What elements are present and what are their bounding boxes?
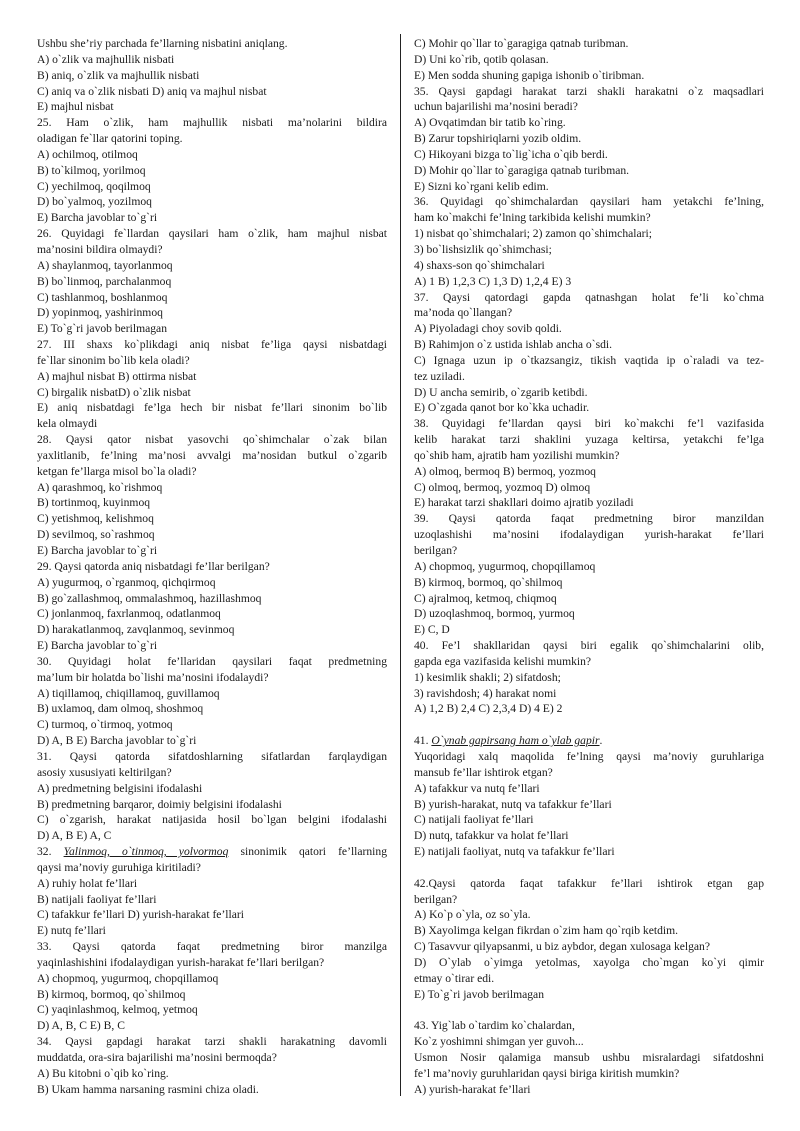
text-line [414, 781, 764, 797]
line-text: B) tortinmoq, kuyinmoq [37, 496, 151, 510]
line-text: B) aniq, o`zlik va majhullik nisbati [37, 68, 200, 82]
line-text: 39. Qaysi qatorda faqat predmetning biror manzildan [414, 512, 764, 526]
text-line [37, 892, 387, 908]
line-text: etmay o`tirar edi. [414, 971, 495, 985]
text-line [414, 812, 764, 828]
line-text: E) C, D [414, 623, 450, 637]
text-line [414, 353, 764, 369]
text-line [414, 670, 764, 686]
text-line [37, 416, 387, 432]
text-line [37, 1018, 387, 1034]
text-line [37, 812, 387, 828]
line-text: ma’nosini bildira olmaydi? [37, 242, 163, 256]
text-line [37, 305, 387, 321]
text-line [37, 797, 387, 813]
text-line [414, 163, 764, 179]
text-line [37, 84, 387, 100]
text-line [414, 480, 764, 496]
line-text: C) tafakkur fe’llari D) yurish-harakat fe’llari [37, 908, 244, 922]
underlined-phrase: Yalinmoq, o`tinmoq, yolvormoq [63, 845, 229, 859]
right-column [414, 36, 764, 1098]
line-text: A) 1 B) 1,2,3 C) 1,3 D) 1,2,4 E) 3 [414, 274, 572, 288]
line-text: 26. Quyidagi fe`llardan qaysilari ham o`zlik, ham majhul nisbat [37, 227, 387, 241]
text-line [37, 575, 387, 591]
line-text: C) Ignaga uzun ip o`tkazsangiz, tikish vaqtida ip o`raladi va tez- [414, 353, 764, 367]
line-text: 3) ravishdosh; 4) harakat nomi [414, 686, 557, 700]
line-text: E) To`g`ri javob berilmagan [414, 987, 545, 1001]
line-text: C) ajralmoq, ketmoq, chiqmoq [414, 591, 557, 605]
line-text: 29. Qaysi qatorda aniq nisbatdagi fe’llar berilgan? [37, 559, 270, 573]
text-line [414, 511, 764, 527]
line-text: fe’l ma’noviy guruhlaridan qaysi biriga kiritish mumkin? [414, 1066, 680, 1080]
line-text: 31. Qaysi qatorda sifatdoshlarning sifatlardan farqlaydigan [37, 749, 387, 763]
text-line [37, 274, 387, 290]
line-text: qo`shib ham, ajratib ham yozilishi mumkin? [414, 448, 620, 462]
line-text: E) harakat tarzi shakllari doimo ajratib yoziladi [414, 496, 634, 510]
line-text: E) To`g`ri javob berilmagan [37, 322, 168, 336]
line-text: 33. Qaysi qatorda faqat predmetning biror manzilga [37, 940, 387, 954]
text-line [414, 638, 764, 654]
line-text: C) natijali faoliyat fe’llari [414, 813, 534, 827]
text-line [37, 242, 387, 258]
text-line [414, 464, 764, 480]
line-text: B) uxlamoq, dam olmoq, shoshmoq [37, 702, 204, 716]
text-line [37, 400, 387, 416]
line-text: tez uziladi. [414, 369, 465, 383]
line-text: Ushbu she’riy parchada fe’llarning nisbatini aniqlang. [37, 37, 288, 50]
text-line [414, 99, 764, 115]
line-text: B) predmetning barqaror, doimiy belgisini ifodalashi [37, 797, 282, 811]
line-text: berilgan? [414, 892, 458, 906]
text-line [414, 559, 764, 575]
line-text: 32. [37, 845, 64, 859]
text-line [414, 1050, 764, 1066]
line-text: C) Hikoyani bizga to`lig`icha o`qib berdi. [414, 147, 608, 161]
text-line [414, 844, 764, 860]
text-line [414, 194, 764, 210]
line-text: 35. Qaysi gapdagi harakat tarzi shakli harakatni o`z maqsadlari [414, 84, 764, 98]
text-line [37, 606, 387, 622]
text-line [414, 606, 764, 622]
line-text: B) Rahimjon o`z ustida ishlab ancha o`sdi. [414, 338, 613, 352]
line-text: A) predmetning belgisini ifodalashi [37, 781, 203, 795]
text-line [37, 353, 387, 369]
line-text: B) natijali faoliyat fe’llari [37, 892, 157, 906]
text-line [414, 210, 764, 226]
line-text: A) chopmoq, yugurmoq, chopqillamoq [37, 971, 219, 985]
line-text: yaqinlashishini ifodalaydigan yurish-harakat fe’llari berilgan? [37, 955, 325, 969]
text-line [414, 575, 764, 591]
blank-line [414, 860, 764, 876]
text-line [37, 52, 387, 68]
line-text: 30. Quyidagi holat fe’llaridan qaysilari faqat predmetning [37, 654, 387, 668]
text-line [414, 290, 764, 306]
line-text: fe`llar sinonim bo`lib kela oladi? [37, 353, 190, 367]
text-line [37, 971, 387, 987]
text-line [414, 971, 764, 987]
text-line [37, 1034, 387, 1050]
text-line [37, 828, 387, 844]
text-line [37, 226, 387, 242]
line-text: B) Zarur topshiriqlarni yozib oldim. [414, 132, 582, 146]
text-line [37, 670, 387, 686]
line-text: E) majhul nisbat [37, 100, 114, 114]
text-line [414, 622, 764, 638]
line-text: C) Tasavvur qilyapsanmi, u biz aybdor, degan xulosaga kelgan? [414, 940, 711, 954]
line-text: B) kirmoq, bormoq, qo`shilmoq [414, 575, 563, 589]
text-line [37, 781, 387, 797]
line-text: B) bo`linmoq, parchalanmoq [37, 274, 172, 288]
line-text: D) uzoqlashmoq, bormoq, yurmoq [414, 607, 575, 621]
line-text: kela olmaydi [37, 417, 98, 431]
line-text: A) tiqillamoq, chiqillamoq, guvillamoq [37, 686, 220, 700]
line-text: D) A, B E) Barcha javoblar to`g`ri [37, 734, 197, 748]
text-line [414, 733, 764, 749]
line-text: ma’lum bir holatda bo`lishi ma’nosini ifodalaydi? [37, 670, 269, 684]
text-line [414, 907, 764, 923]
blank-line [414, 717, 764, 733]
text-line [414, 654, 764, 670]
text-line [414, 274, 764, 290]
text-line [37, 511, 387, 527]
text-line [414, 258, 764, 274]
line-text: C) aniq va o`zlik nisbati D) aniq va majhul nisbat [37, 84, 267, 98]
text-line [414, 797, 764, 813]
text-line [414, 400, 764, 416]
line-text: C) olmoq, bermoq, yozmoq D) olmoq [414, 480, 591, 494]
text-line [37, 876, 387, 892]
text-line [37, 638, 387, 654]
line-text: yaxlitlanib, fe’lning ma’nosi avvalgi ma’nosidan butkul o`zgarib [37, 448, 387, 462]
line-text: C) o`zgarish, harakat natijasida hosil bo`lgan belgini ifodalashi [37, 813, 387, 827]
text-line [414, 369, 764, 385]
line-text: B) yurish-harakat, nutq va tafakkur fe’llari [414, 797, 612, 811]
line-text: B) Ukam hamma narsaning rasmini chiza oladi. [37, 1082, 259, 1096]
text-line [414, 955, 764, 971]
line-text: uchun bajarilishi ma’nosini beradi? [414, 100, 578, 114]
line-text: 25. Ham o`zlik, ham majhullik nisbati ma’nolarini bildira [37, 116, 387, 130]
text-line [414, 36, 764, 52]
text-line [37, 495, 387, 511]
line-text: D) Uni ko`rib, qotib qolasan. [414, 52, 549, 66]
line-text: C) jonlanmoq, faxrlanmoq, odatlanmoq [37, 607, 221, 621]
line-text: A) Ovqatimdan bir tatib ko`ring. [414, 116, 566, 130]
line-text: A) yurish-harakat fe’llari [414, 1082, 531, 1096]
line-text: C) tashlanmoq, boshlanmoq [37, 290, 168, 304]
text-line [414, 939, 764, 955]
text-line [414, 495, 764, 511]
line-text: A) Ko`p o`yla, oz so`yla. [414, 908, 531, 922]
text-line [37, 955, 387, 971]
text-line [414, 1034, 764, 1050]
line-text: D) Mohir qo`llar to`garagiga qatnab turibman. [414, 163, 630, 177]
text-line [37, 115, 387, 131]
line-text: A) tafakkur va nutq fe’llari [414, 781, 540, 795]
text-line [414, 591, 764, 607]
text-line [414, 749, 764, 765]
text-line [414, 543, 764, 559]
text-line [37, 337, 387, 353]
line-text: D) bo`yalmoq, yozilmoq [37, 195, 152, 209]
line-text: A) olmoq, bermoq B) bermoq, yozmoq [414, 464, 596, 478]
text-line [37, 36, 387, 52]
text-line [414, 1082, 764, 1098]
line-text: D) O`ylab o`yimga yetolmas, xayolga cho`mgan ko`yi qimir [414, 955, 764, 969]
text-line [414, 321, 764, 337]
line-text: A) Piyoladagi choy sovib qoldi. [414, 322, 562, 336]
line-text: B) go`zallashmoq, ommalashmoq, hazillashmoq [37, 591, 262, 605]
text-line [414, 1066, 764, 1082]
text-line [37, 432, 387, 448]
line-text: C) birgalik nisbatD) o`zlik nisbat [37, 385, 191, 399]
line-text: 1) nisbat qo`shimchalari; 2) zamon qo`shimchalari; [414, 227, 652, 241]
text-line [414, 876, 764, 892]
line-text: A) 1,2 B) 2,4 C) 2,3,4 D) 4 E) 2 [414, 702, 563, 716]
text-line [414, 385, 764, 401]
line-text: 37. Qaysi qatordagi gapda qatnashgan holat fe’li ko`chma [414, 290, 764, 304]
text-line [414, 432, 764, 448]
text-line [37, 622, 387, 638]
text-line [37, 480, 387, 496]
line-text: E) aniq nisbatdagi fe’lga hech bir nisbat fe’llari sinonim bo`lib [37, 401, 387, 415]
text-line [37, 68, 387, 84]
line-text: 36. Quyidagi qo`shimchalardan qaysilari ham yetakchi fe’lning, [414, 195, 764, 209]
line-text: 42.Qaysi qatorda faqat tafakkur fe’llari ishtirok etgan gap [414, 876, 764, 890]
text-line [37, 290, 387, 306]
line-text: A) ochilmoq, otilmoq [37, 147, 138, 161]
text-line [37, 385, 387, 401]
left-column [37, 36, 387, 1098]
text-line [37, 765, 387, 781]
text-line [37, 321, 387, 337]
text-line [414, 131, 764, 147]
text-line [37, 1082, 387, 1098]
text-line [37, 99, 387, 115]
text-line [414, 52, 764, 68]
text-line [414, 448, 764, 464]
text-line [37, 844, 387, 860]
text-line [414, 115, 764, 131]
text-line [37, 733, 387, 749]
text-line [37, 654, 387, 670]
text-line [414, 828, 764, 844]
line-text: E) Men sodda shuning gapiga ishonib o`tiribman. [414, 68, 645, 82]
underlined-phrase: O`ynab gapirsang ham o`ylab gapir [431, 734, 600, 748]
line-text: 41. [414, 734, 432, 748]
line-text: E) Barcha javoblar to`g`ri [37, 544, 158, 557]
line-text: 38. Quyidagi fe’llardan qaysi biri ko`makchi fe’l vazifasida [414, 417, 764, 431]
text-line [414, 84, 764, 100]
line-text: A) qarashmoq, ko`rishmoq [37, 480, 163, 494]
text-line [414, 987, 764, 1003]
blank-line [414, 1002, 764, 1018]
line-text: gapda ega vazifasida kelishi mumkin? [414, 654, 592, 668]
line-text: Usmon Nosir qalamiga mansub ushbu misralardagi sifatdoshni [414, 1051, 764, 1064]
line-text: A) majhul nisbat B) ottirma nisbat [37, 369, 197, 383]
line-text: mansub fe’llar ishtirok etgan? [414, 765, 553, 779]
line-text: C) yetishmoq, kelishmoq [37, 512, 154, 526]
text-line [37, 1050, 387, 1066]
text-line [414, 305, 764, 321]
line-text: C) yechilmoq, qoqilmoq [37, 179, 151, 193]
line-text: ketgan fe’llarga misol bo`la oladi? [37, 464, 197, 478]
line-text-rest: sinonimik qatori fe’llarning [228, 845, 387, 859]
text-line [414, 337, 764, 353]
text-line [37, 543, 387, 559]
line-text: D) nutq, tafakkur va holat fe’llari [414, 829, 569, 843]
line-text: E) Barcha javoblar to`g`ri [37, 639, 158, 653]
line-text: D) A, B E) A, C [37, 829, 112, 843]
line-text: D) yopinmoq, yashirinmoq [37, 306, 163, 320]
line-text: uzoqlashishi ma’nosini ifodalaydigan yurish-harakat fe’llari [414, 528, 764, 542]
text-line [37, 923, 387, 939]
text-line [37, 163, 387, 179]
line-text: qaysi ma’noviy guruhiga kiritiladi? [37, 860, 201, 874]
line-text: 1) kesimlik shakli; 2) sifatdosh; [414, 670, 561, 684]
line-text: Yuqoridagi xalq maqolida fe’lning qaysi ma’noviy guruhlariga [414, 749, 764, 763]
line-text: E) nutq fe’llari [37, 924, 106, 938]
line-text: D) harakatlanmoq, zavqlanmoq, sevinmoq [37, 623, 235, 637]
text-line [37, 527, 387, 543]
text-line [37, 258, 387, 274]
text-line [37, 179, 387, 195]
text-line [414, 147, 764, 163]
line-text: D) U ancha semirib, o`zgarib ketibdi. [414, 385, 588, 399]
line-text: C) yaqinlashmoq, kelmoq, yetmoq [37, 1003, 198, 1017]
line-text: berilgan? [414, 544, 458, 557]
line-text: ham ko`makchi fe’lning tarkibida kelishi mumkin? [414, 211, 651, 225]
line-text: C) turmoq, o`tirmoq, yotmoq [37, 718, 173, 732]
line-text: muddatda, ora-sira bajarilishi ma’nosini bermoqda? [37, 1051, 277, 1064]
text-line [414, 242, 764, 258]
text-line [37, 591, 387, 607]
line-text: A) yugurmoq, o`rganmoq, qichqirmoq [37, 575, 216, 589]
line-text: 3) bo`lishsizlik qo`shimchasi; [414, 242, 552, 256]
text-line [37, 939, 387, 955]
text-line [37, 559, 387, 575]
line-text: A) chopmoq, yugurmoq, chopqillamoq [414, 559, 596, 573]
text-line [37, 987, 387, 1003]
text-line [37, 1066, 387, 1082]
line-text: A) shaylanmoq, tayorlanmoq [37, 258, 173, 272]
text-line [414, 527, 764, 543]
line-text: B) kirmoq, bormoq, qo`shilmoq [37, 987, 186, 1001]
text-line [414, 686, 764, 702]
text-line [414, 892, 764, 908]
line-text: D) sevilmoq, so`rashmoq [37, 528, 155, 542]
text-line [414, 765, 764, 781]
text-line [37, 686, 387, 702]
line-text: 40. Fe’l shakllaridan qaysi biri egalik qo`shimchalarini olib, [414, 639, 764, 653]
text-line [37, 701, 387, 717]
line-text-rest: . [599, 734, 603, 748]
text-line [37, 464, 387, 480]
text-line [414, 416, 764, 432]
text-line [37, 907, 387, 923]
line-text: B) to`kilmoq, yorilmoq [37, 163, 146, 177]
line-text: asosiy xususiyati keltirilgan? [37, 765, 172, 779]
line-text: D) A, B, C E) B, C [37, 1019, 125, 1033]
text-line [37, 210, 387, 226]
text-line [37, 131, 387, 147]
line-text: A) ruhiy holat fe’llari [37, 876, 138, 890]
line-text: ma’noda qo`llangan? [414, 306, 513, 320]
text-line [414, 68, 764, 84]
text-line [414, 1018, 764, 1034]
line-text: Ko`z yoshimni shimgan yer guvoh... [414, 1035, 584, 1049]
text-line [37, 448, 387, 464]
text-line [37, 860, 387, 876]
text-line [414, 226, 764, 242]
line-text: B) Xayolimga kelgan fikrdan o`zim ham qo`rqib ketdim. [414, 924, 679, 938]
line-text: E) Barcha javoblar to`g`ri [37, 211, 158, 225]
text-line [414, 923, 764, 939]
line-text: C) Mohir qo`llar to`garagiga qatnab turibman. [414, 37, 629, 50]
text-line [37, 1002, 387, 1018]
text-line [37, 147, 387, 163]
line-text: 43. Yig`lab o`tardim ko`chalardan, [414, 1019, 575, 1033]
text-line [414, 701, 764, 717]
line-text: kelib harakat tarzi shaklini yuzaga keltirsa, yetakchi fe’lga [414, 433, 764, 447]
line-text: E) Sizni ko`rgani kelib edim. [414, 179, 549, 193]
text-line [37, 749, 387, 765]
text-line [37, 194, 387, 210]
column-divider [400, 34, 401, 1096]
line-text: A) Bu kitobni o`qib ko`ring. [37, 1066, 169, 1080]
line-text: E) natijali faoliyat, nutq va tafakkur fe’llari [414, 845, 615, 859]
text-line [37, 717, 387, 733]
text-line [414, 179, 764, 195]
line-text: A) o`zlik va majhullik nisbati [37, 52, 175, 66]
line-text: 28. Qaysi qator nisbat yasovchi qo`shimchalar o`zak bilan [37, 433, 387, 447]
line-text: 4) shaxs-son qo`shimchalari [414, 258, 545, 272]
line-text: E) O`zgada qanot bor ko`kka uchadir. [414, 401, 590, 415]
line-text: 34. Qaysi gapdagi harakat tarzi shakli harakatning davomli [37, 1035, 387, 1049]
line-text: 27. III shaxs ko`plikdagi aniq nisbat fe’liga qaysi nisbatdagi [37, 338, 387, 352]
text-line [37, 369, 387, 385]
line-text: oladigan fe`llar qatorini toping. [37, 132, 183, 146]
